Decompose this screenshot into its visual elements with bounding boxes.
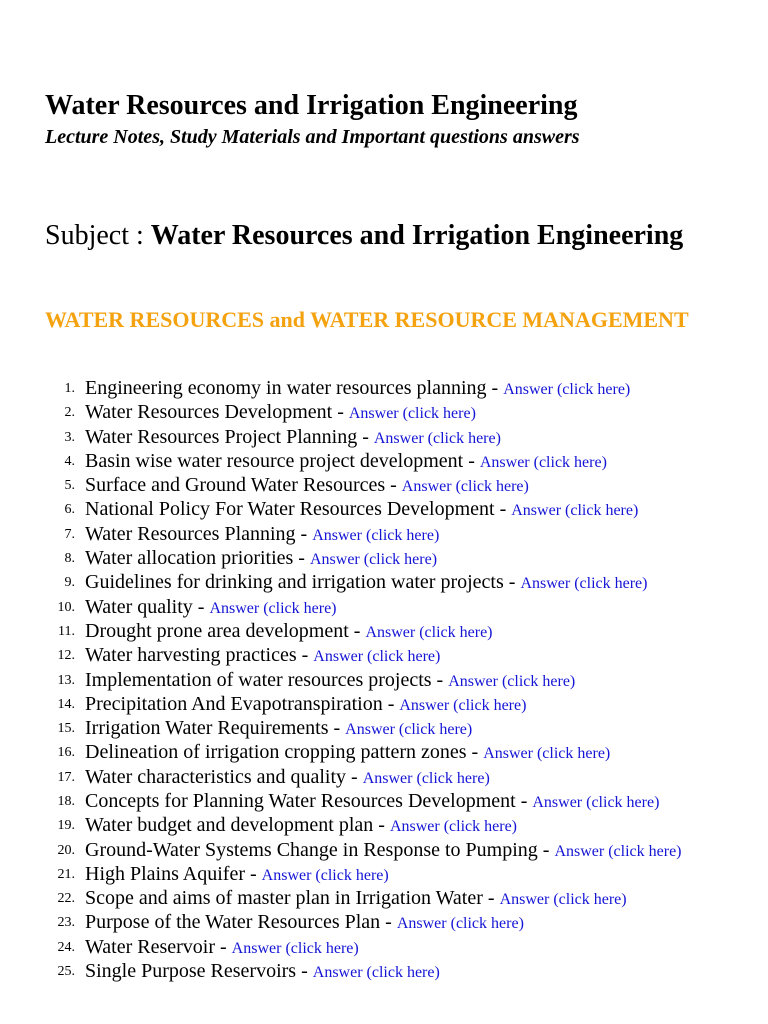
topic-list: [45, 377, 725, 984]
subject-name: Water Resources and Irrigation Engineering: [150, 220, 684, 251]
answer-link[interactable]: Answer (click here): [396, 915, 524, 933]
list-item-number: 3.: [64, 429, 75, 445]
answer-link[interactable]: Answer (click here): [503, 381, 631, 398]
list-item: [45, 644, 725, 668]
subject-label: Subject :: [45, 220, 144, 251]
list-item: [45, 936, 725, 960]
answer-link[interactable]: Answer (click here): [389, 818, 517, 836]
answer-link[interactable]: Answer (click here): [231, 939, 359, 957]
list-item: [45, 547, 725, 571]
list-item-number: 12.: [57, 648, 75, 664]
list-item-text: Purpose of the Water Resources Plan -: [85, 911, 392, 934]
list-item-text: Scope and aims of master plan in Irrigation Water -: [85, 886, 495, 909]
page-title: Water Resources and Irrigation Engineering: [45, 90, 578, 121]
list-item: [45, 839, 725, 863]
list-item-text: Irrigation Water Requirements -: [85, 717, 341, 740]
answer-link[interactable]: Answer (click here): [401, 478, 529, 496]
answer-link[interactable]: Answer (click here): [448, 672, 576, 690]
list-item-number: 18.: [57, 794, 75, 810]
answer-link[interactable]: Answer (click here): [313, 648, 441, 666]
answer-link[interactable]: Answer (click here): [365, 623, 493, 641]
list-item-number: 16.: [57, 745, 75, 761]
list-item: [45, 377, 725, 401]
list-item: [45, 717, 725, 741]
section-heading: WATER RESOURCES and WATER RESOURCE MANAGEMENT: [45, 307, 689, 332]
page-subtitle: Lecture Notes, Study Materials and Important questions answers: [45, 126, 580, 148]
list-item-text: Precipitation And Evapotranspiration -: [85, 692, 395, 715]
subject-heading: [45, 218, 725, 254]
list-item-text: Water quality -: [85, 595, 205, 618]
list-item: [45, 426, 725, 450]
list-item-text: Engineering economy in water resources planning -: [85, 377, 499, 399]
list-item-number: 7.: [64, 526, 75, 542]
list-item-number: 24.: [57, 939, 75, 955]
list-item-text: Ground-Water Systems Change in Response to Pumping -: [85, 838, 550, 861]
list-item: [45, 596, 725, 620]
answer-link[interactable]: Answer (click here): [373, 429, 501, 447]
list-item-text: Water Reservoir -: [85, 935, 227, 958]
answer-link[interactable]: Answer (click here): [399, 696, 527, 714]
list-item: [45, 766, 725, 790]
list-item-number: 9.: [64, 575, 75, 591]
list-item-text: High Plains Aquifer -: [85, 862, 257, 885]
list-item-number: 14.: [57, 696, 75, 712]
list-item-number: 5.: [64, 478, 75, 494]
list-item: [45, 620, 725, 644]
list-item: [45, 863, 725, 887]
list-item-text: Surface and Ground Water Resources -: [85, 474, 397, 497]
list-item-number: 20.: [57, 842, 75, 858]
answer-link[interactable]: Answer (click here): [511, 502, 639, 520]
list-item-number: 6.: [64, 502, 75, 518]
list-item: [45, 498, 725, 522]
answer-link[interactable]: Answer (click here): [362, 769, 490, 787]
list-item-number: 11.: [58, 623, 75, 639]
list-item: [45, 741, 725, 765]
list-item: [45, 401, 725, 425]
list-item-number: 2.: [64, 405, 75, 421]
list-item-text: Guidelines for drinking and irrigation water projects -: [85, 571, 516, 594]
list-item-text: National Policy For Water Resources Development -: [85, 498, 507, 521]
answer-link[interactable]: Answer (click here): [499, 890, 627, 908]
list-item-text: Water Resources Project Planning -: [85, 425, 369, 448]
list-item-text: Water Resources Planning -: [85, 522, 308, 545]
answer-link[interactable]: Answer (click here): [483, 745, 611, 763]
list-item: [45, 790, 725, 814]
list-item-text: Water allocation priorities -: [85, 547, 305, 570]
list-item: [45, 523, 725, 547]
list-item-number: 23.: [57, 915, 75, 931]
list-item: [45, 911, 725, 935]
list-item-number: 19.: [57, 818, 75, 834]
list-item-number: 13.: [57, 672, 75, 688]
list-item-text: Single Purpose Reservoirs -: [85, 959, 308, 982]
answer-link[interactable]: Answer (click here): [309, 551, 438, 569]
list-item: [45, 669, 725, 693]
list-item-number: 25.: [57, 963, 75, 979]
list-item-number: 17.: [57, 769, 75, 785]
list-item-text: Implementation of water resources projects -: [85, 668, 444, 691]
list-item-number: 1.: [64, 381, 75, 396]
list-item-number: 10.: [57, 599, 75, 615]
list-item-text: Water harvesting practices -: [85, 644, 309, 667]
list-item-number: 4.: [64, 453, 75, 469]
list-item-number: 15.: [57, 721, 75, 737]
list-item: [45, 693, 725, 717]
list-item: [45, 887, 725, 911]
answer-link[interactable]: Answer (click here): [520, 575, 648, 593]
answer-link[interactable]: Answer (click here): [261, 866, 389, 884]
list-item: [45, 450, 725, 474]
list-item-number: 22.: [57, 890, 75, 906]
list-item: [45, 814, 725, 838]
list-item: [45, 960, 725, 984]
list-item: [45, 571, 725, 595]
answer-link[interactable]: Answer (click here): [479, 453, 607, 471]
answer-link[interactable]: Answer (click here): [348, 405, 476, 423]
answer-link[interactable]: Answer (click here): [312, 963, 440, 981]
answer-link[interactable]: Answer (click here): [532, 794, 660, 812]
list-item-number: 21.: [57, 866, 75, 882]
list-item-text: Delineation of irrigation cropping pattern zones -: [85, 741, 479, 764]
list-item: [45, 474, 725, 498]
answer-link[interactable]: Answer (click here): [312, 526, 440, 544]
answer-link[interactable]: Answer (click here): [345, 721, 473, 739]
list-item-text: Water Resources Development -: [85, 401, 344, 424]
list-item-number: 8.: [64, 551, 75, 567]
list-item-text: Basin wise water resource project development -: [85, 449, 475, 472]
list-item-text: Water budget and development plan -: [85, 814, 385, 837]
list-item-text: Water characteristics and quality -: [85, 765, 358, 788]
list-item-text: Drought prone area development -: [85, 619, 361, 642]
answer-link[interactable]: Answer (click here): [209, 599, 337, 617]
list-item-text: Concepts for Planning Water Resources Development -: [85, 790, 528, 813]
answer-link[interactable]: Answer (click here): [554, 842, 682, 860]
